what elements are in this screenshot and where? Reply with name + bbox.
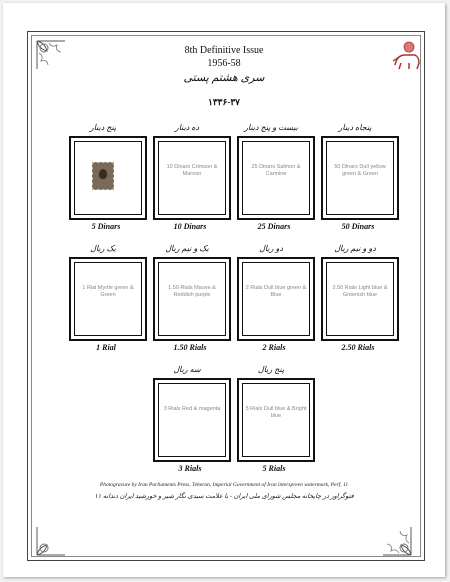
stamp-persian-label: یک ریال: [90, 244, 116, 253]
stamp-slot: [237, 136, 315, 220]
persian-date: ۱۳۳۶-۳۷: [207, 97, 240, 107]
stamp-denomination: 5 Rials: [262, 464, 286, 473]
stamp-persian-label: پنجاه دینار: [338, 123, 372, 132]
stamp-persian-label: دو ریال: [259, 244, 283, 253]
corner-ornament-bottom-left-icon: [35, 523, 69, 557]
stamp-denomination: 2.50 Rials: [341, 343, 375, 352]
stamp-slot: [153, 136, 231, 220]
printing-note-english: Photogravure by Iran Parliaments Press, Teheran, Imperial Government of Iran interspreen watermark, Perf. 11: [99, 482, 349, 488]
stamp-persian-label: بیست و پنج دینار: [244, 123, 298, 132]
stamp-denomination: 1.50 Rials: [173, 343, 207, 352]
stamp-slot: [69, 257, 147, 341]
stamp-persian-label: پنج ریال: [257, 365, 285, 374]
stamp-description: 25 Dinars Salmon & Carmine: [251, 164, 301, 177]
stamp-description: 3 Rials Red & magenta: [163, 406, 221, 412]
stamp-denomination: 1 Rial: [96, 343, 116, 352]
stamp-denomination: 5 Dinars: [91, 222, 121, 231]
stamp-description: 10 Dinars Crimson & Maroon: [166, 164, 218, 177]
stamp-description: 50 Dinars Dull yellow green & Green: [334, 164, 386, 177]
stamp-description: 1 Rial Myrtle green & Green: [82, 285, 134, 298]
stamp-slot: [237, 257, 315, 341]
stamp-denomination: 25 Dinars: [257, 222, 291, 231]
corner-ornament-bottom-right-icon: [379, 523, 413, 557]
album-page: [3, 3, 445, 577]
stamp-slot: [153, 378, 231, 462]
shah-portrait-stamp-icon: [92, 162, 114, 190]
stamp-persian-label: یک و نیم ریال: [165, 244, 209, 253]
stamp-slot: [321, 136, 399, 220]
stamp-persian-label: دو و نیم ریال: [334, 244, 376, 253]
stamp-slot: [321, 257, 399, 341]
printing-note-persian: فتوگراور در چاپخانه مجلس شورای ملی ایران - با علامت سیدی نگار شیر و خورشید ایران دندانه ۱۱: [94, 493, 354, 500]
stamp-description: 5 Rials Dull blue & Bright blue: [245, 406, 307, 419]
stamp-description: 1.50 Rials Mauve & Reddish purple: [168, 285, 216, 298]
issue-years: 1956-58: [207, 58, 241, 69]
stamp-slot: [69, 136, 147, 220]
stamp-description: 2.50 Rials Light blue & Greenish blue: [332, 285, 388, 298]
stamp-denomination: 10 Dinars: [173, 222, 207, 231]
stamp-slot: [237, 378, 315, 462]
stamp-persian-label: ده دینار: [174, 123, 200, 132]
stamp-persian-label: سه ریال: [173, 365, 201, 374]
page-title: 8th Definitive Issue: [184, 45, 264, 56]
stamp-denomination: 50 Dinars: [341, 222, 375, 231]
stamp-denomination: 2 Rials: [262, 343, 286, 352]
stamp-slot: [153, 257, 231, 341]
persian-subtitle: سری هشتم پستی: [183, 72, 265, 84]
stamp-denomination: 3 Rials: [178, 464, 202, 473]
stamp-description: 2 Rials Dull blue green & Blue: [245, 285, 307, 298]
stamp-persian-label: پنج دینار: [89, 123, 117, 132]
